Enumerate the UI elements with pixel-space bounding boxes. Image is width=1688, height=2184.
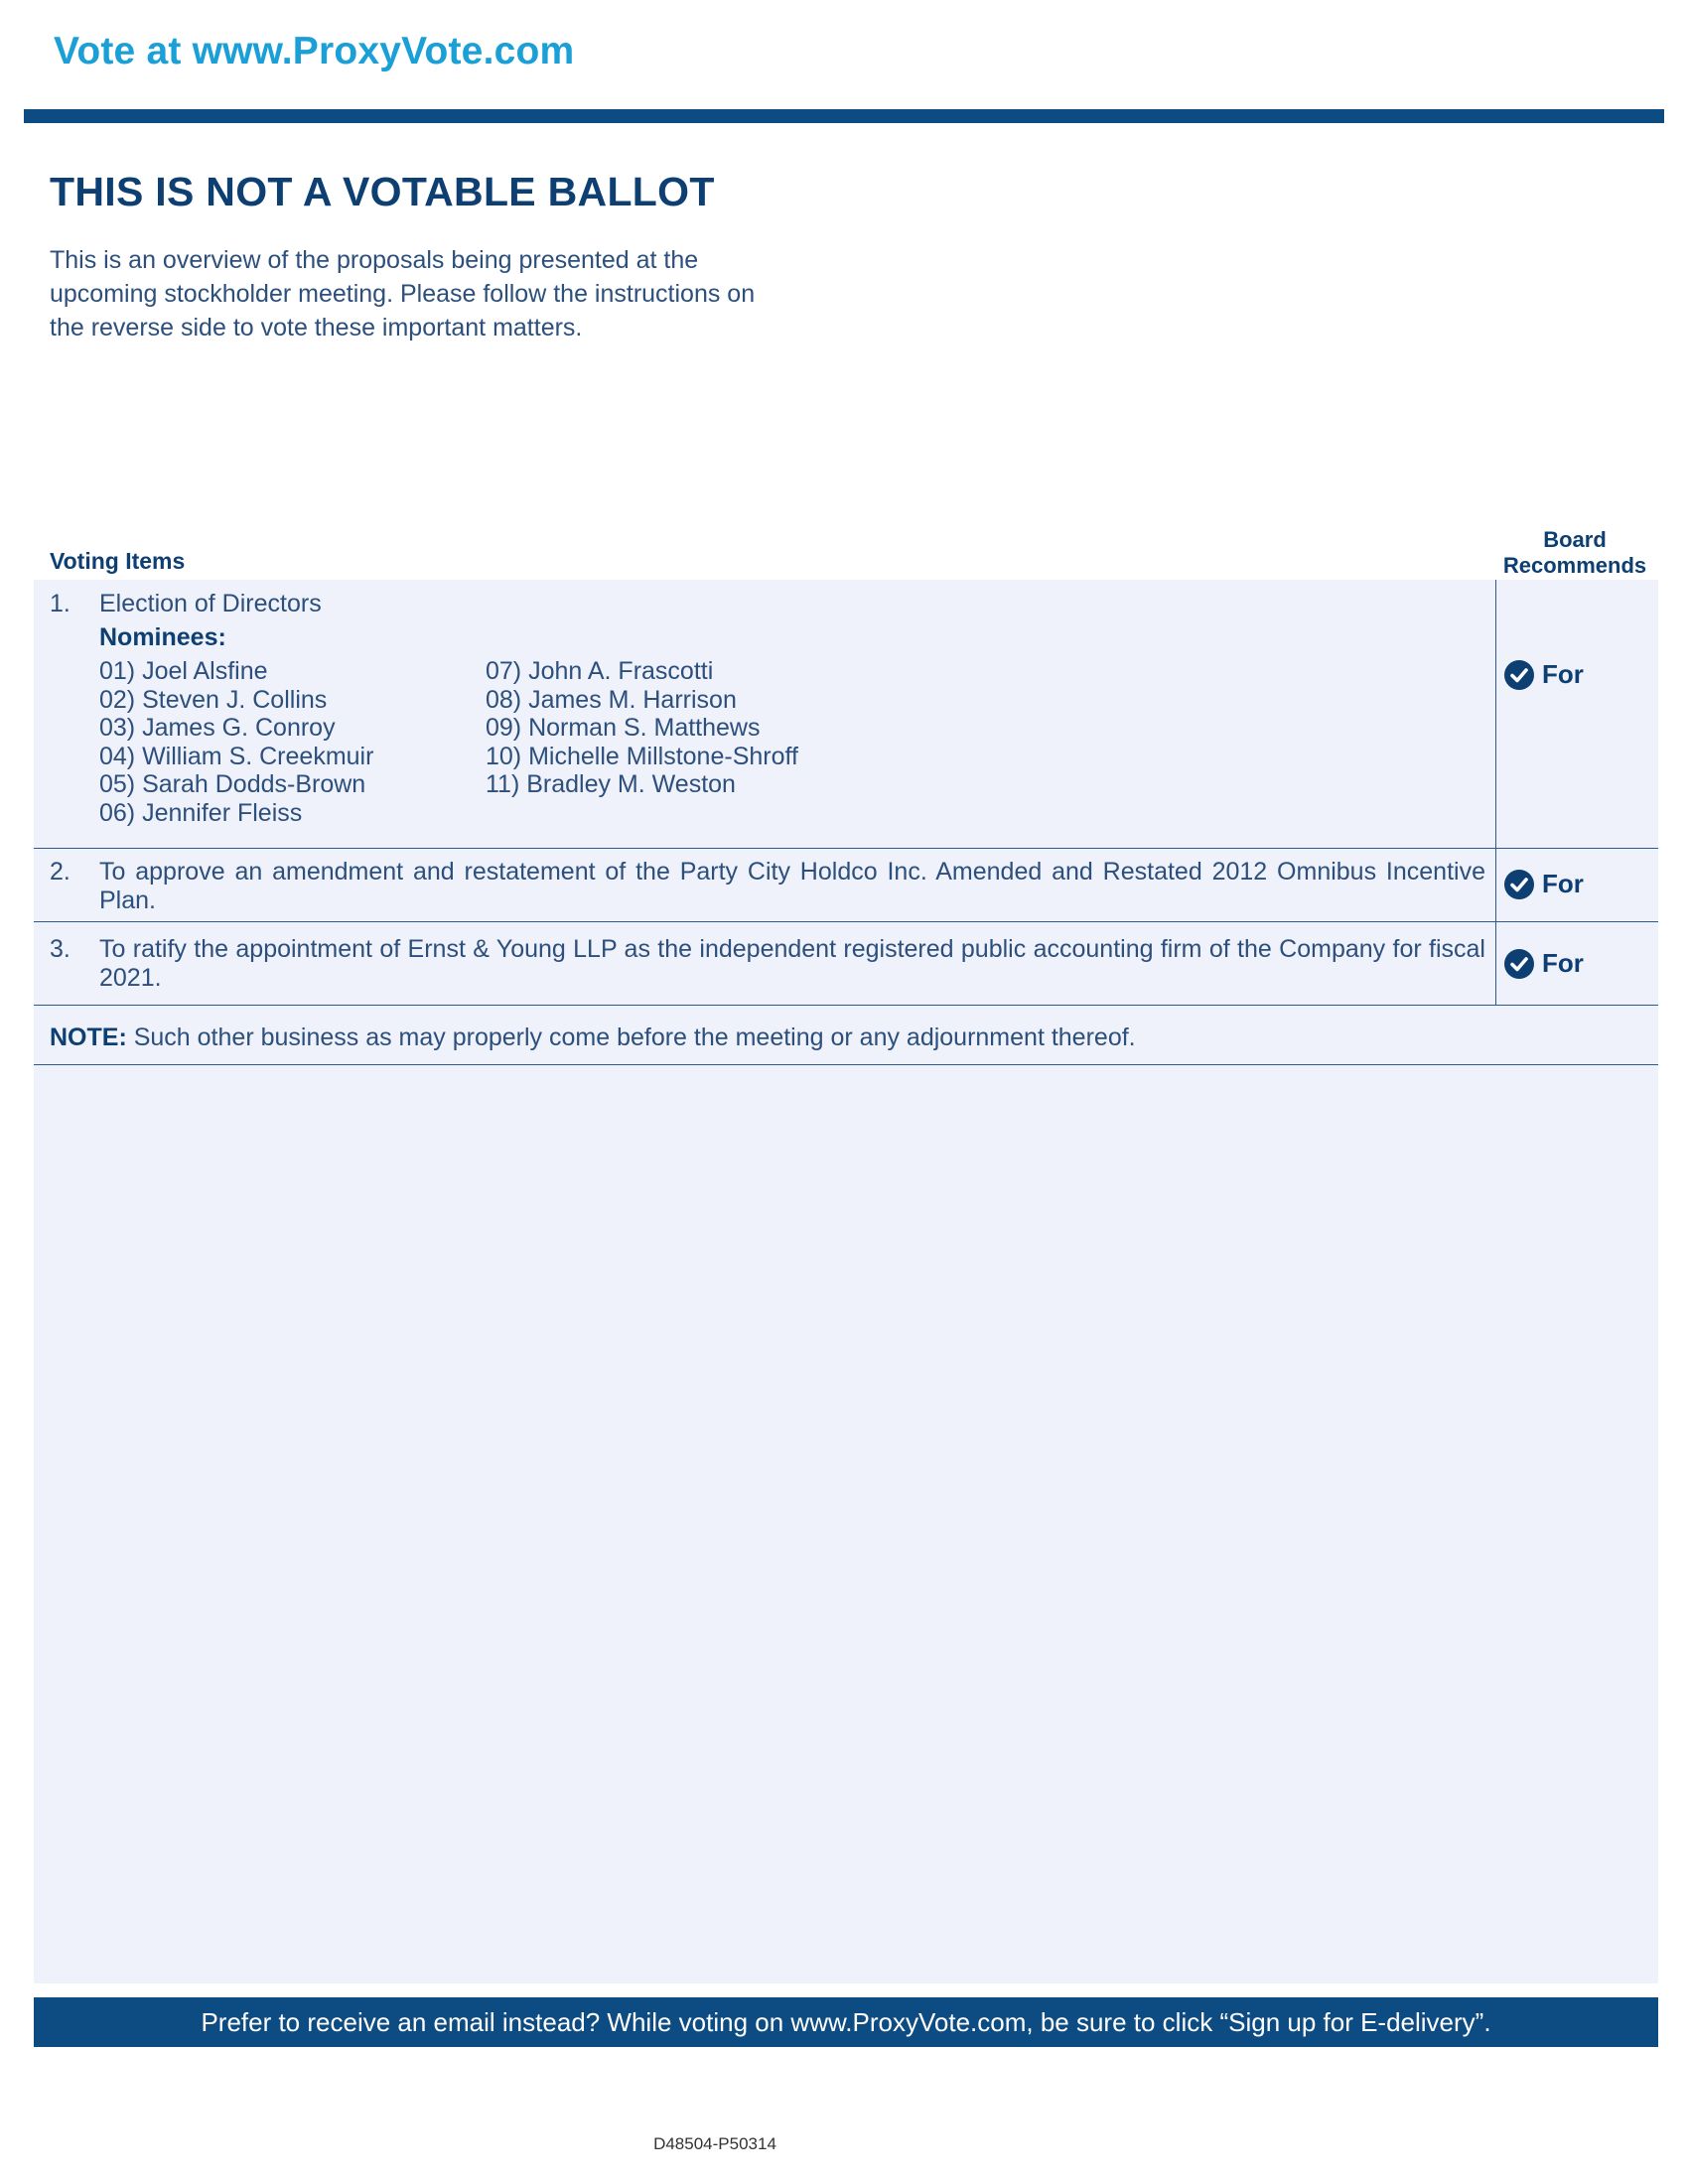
check-circle-icon — [1504, 660, 1534, 690]
item-number: 3. — [50, 935, 70, 963]
recommendation-cell — [1495, 848, 1659, 921]
recommendation — [1504, 869, 1584, 899]
nominee: 05) Sarah Dodds-Brown — [99, 770, 366, 798]
voting-item-2 — [34, 848, 1658, 922]
recommendation-label: For — [1542, 869, 1584, 898]
check-circle-icon — [1504, 949, 1534, 979]
check-circle-icon — [1504, 870, 1534, 899]
intro-line: upcoming stockholder meeting. Please follow the instructions on — [50, 280, 756, 308]
e-delivery-banner: Prefer to receive an email instead? While voting on www.ProxyVote.com, be sure to click “Sign up for E-delivery”. — [34, 1997, 1658, 2047]
intro-line: the reverse side to vote these important matters. — [50, 314, 583, 341]
nominee: 09) Norman S. Matthews — [486, 714, 761, 742]
item-text: Election of Directors — [99, 590, 322, 617]
nominee: 11) Bradley M. Weston — [486, 770, 736, 798]
intro-line: This is an overview of the proposals being presented at the — [50, 246, 699, 274]
nominees-column-right — [486, 657, 798, 799]
voting-item-1 — [34, 580, 1658, 849]
board-header-line: Board — [1543, 527, 1607, 552]
page-title: THIS IS NOT A VOTABLE BALLOT — [50, 169, 715, 214]
recommendation-cell — [1495, 580, 1659, 848]
recommendation-label: For — [1542, 948, 1584, 978]
nominee: 10) Michelle Millstone-Shroff — [486, 742, 798, 770]
recommendation-label: For — [1542, 659, 1584, 689]
nominee: 07) John A. Frascotti — [486, 657, 714, 685]
nominee: 03) James G. Conroy — [99, 714, 336, 742]
nominees-column-left — [99, 657, 373, 827]
item-text: To ratify the appointment of Ernst & Young LLP as the independent registered public accounting firm of the Company for fiscal 2021. — [99, 935, 1485, 992]
item-description-cell — [34, 921, 1495, 1005]
item-number: 1. — [50, 590, 70, 617]
item-number: 2. — [50, 858, 70, 886]
note-label: NOTE: — [50, 1024, 127, 1051]
nominee: 08) James M. Harrison — [486, 685, 737, 714]
note-body: Such other business as may properly come before the meeting or any adjournment thereof. — [126, 1024, 1136, 1051]
document-code: D48504-P50314 — [653, 2134, 776, 2153]
board-header-line: Recommends — [1502, 553, 1647, 578]
item-text: To approve an amendment and restatement of the Party City Holdco Inc. Amended and Restated 2012 Omnibus Incentive Plan. — [99, 858, 1485, 914]
voting-item-3 — [34, 921, 1658, 1006]
nominees-label: Nominees: — [99, 623, 226, 651]
recommendation-cell — [1495, 921, 1659, 1005]
site-title: Vote at www.ProxyVote.com — [54, 30, 575, 72]
item-description-cell — [34, 848, 1495, 921]
voting-items-header: Voting Items — [50, 548, 186, 574]
top-divider — [24, 109, 1664, 123]
item-description-cell — [34, 580, 1495, 848]
nominee: 01) Joel Alsfine — [99, 657, 268, 685]
nominee: 06) Jennifer Fleiss — [99, 798, 303, 827]
nominee: 04) William S. Creekmuir — [99, 742, 374, 770]
recommendation — [1504, 948, 1584, 979]
intro-text — [50, 243, 844, 344]
recommendation — [1504, 659, 1584, 690]
note-text — [50, 1024, 1136, 1052]
nominee: 02) Steven J. Collins — [99, 685, 328, 714]
board-recommends-header — [1489, 527, 1660, 579]
